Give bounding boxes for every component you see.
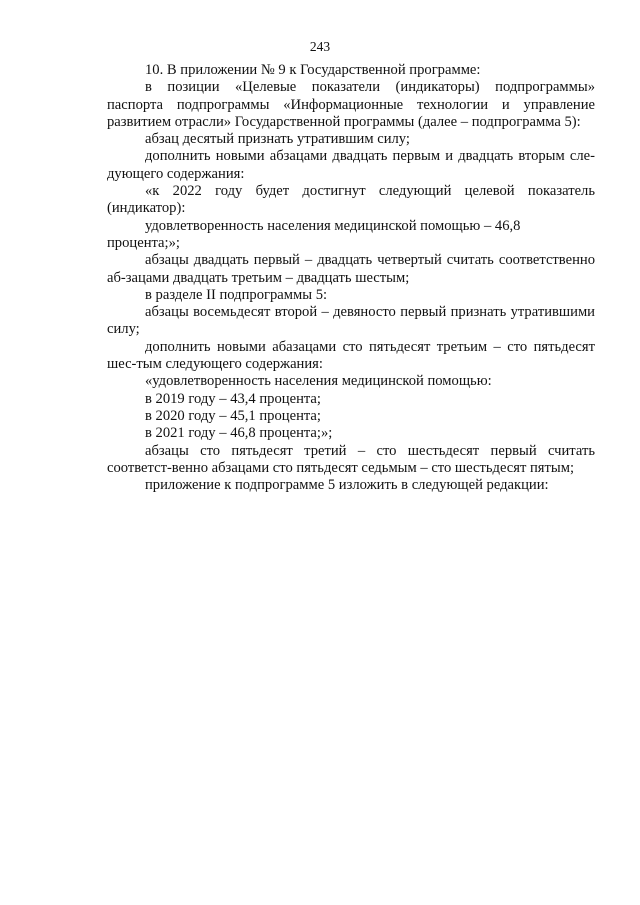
page-number: 243 — [309, 39, 331, 54]
paragraph-satisfaction-heading: «удовлетворенность населения медицинской помощью: — [145, 373, 492, 390]
paragraph-year-2019: в 2019 году – 43,4 процента; — [145, 390, 321, 407]
paragraph-renumber-2: абзацы сто пятьдесят третий – сто шестьдесят первый считать соответст-венно абзацами сто пятьдесят седьмым – сто шестьдесят пятым; — [107, 442, 595, 476]
paragraph-target-2022: «к 2022 году будет достигнут следующий целевой показатель (индикатор): — [107, 183, 595, 217]
paragraph-add-153-156: дополнить новыми абазацами сто пятьдесят третьим – сто пятьдесят шес-тым следующего содержания: — [107, 338, 595, 373]
paragraph-section-ii: в разделе II подпрограммы 5: — [145, 286, 328, 303]
document-body — [107, 62, 595, 494]
paragraph-add-new: дополнить новыми абзацами двадцать первым и двадцать вторым сле-дующего содержания: — [107, 148, 595, 182]
paragraph-renumber-1: абзацы двадцать первый – двадцать четвертый считать соответственно аб-зацами двадцать третьим – двадцать шестым; — [107, 252, 595, 286]
paragraph-year-2020: в 2020 году – 45,1 процента; — [145, 407, 321, 424]
paragraph-satisfaction-value: удовлетворенность населения медицинской помощью – 46,8 процента;»; — [107, 217, 521, 251]
paragraph-appendix: приложение к подпрограмме 5 изложить в следующей редакции: — [145, 477, 549, 494]
paragraph-tenth-invalid: абзац десятый признать утратившим силу; — [145, 131, 410, 148]
paragraph-invalid-82-91: абзацы восемьдесят второй – девяносто первый признать утратившими силу; — [107, 304, 595, 338]
paragraph-item-10: 10. В приложении № 9 к Государственной программе: — [145, 62, 481, 78]
paragraph-passport-position: в позиции «Целевые показатели (индикаторы) подпрограммы» паспорта подпрограммы «Информационные технологии и управление развитием отрасли» Государственной программы (далее – подпрограмма 5): — [107, 79, 595, 130]
paragraph-year-2021: в 2021 году – 46,8 процента;»; — [145, 425, 333, 442]
